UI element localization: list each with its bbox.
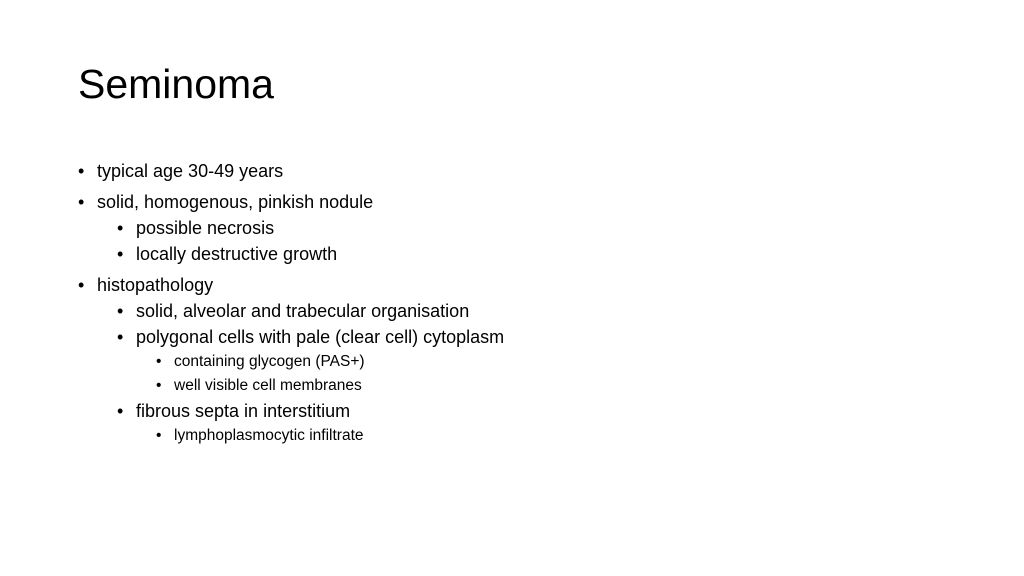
bullet-dot: • xyxy=(156,377,162,394)
bullet-text: fibrous septa in interstitium xyxy=(136,401,351,421)
bullet-item-necrosis xyxy=(117,215,978,241)
bullet-text: lymphoplasmocytic infiltrate xyxy=(174,427,364,444)
bullet-dot: • xyxy=(117,218,124,238)
bullet-text: solid, homogenous, pinkish nodule xyxy=(97,192,374,212)
bullet-text: solid, alveolar and trabecular organisation xyxy=(136,301,470,321)
bullet-list xyxy=(78,158,978,448)
bullet-text: possible necrosis xyxy=(136,218,275,238)
bullet-item-glycogen xyxy=(156,350,978,374)
bullet-item-age xyxy=(78,158,978,184)
bullet-dot: • xyxy=(78,192,85,212)
bullet-dot: • xyxy=(78,161,85,181)
bullet-dot: • xyxy=(156,353,162,370)
bullet-dot: • xyxy=(117,301,124,321)
bullet-text: typical age 30-49 years xyxy=(97,161,284,181)
bullet-item-membranes xyxy=(156,374,978,398)
bullet-text: polygonal cells with pale (clear cell) cytoplasm xyxy=(136,327,505,347)
slide-title: Seminoma xyxy=(78,61,274,107)
bullet-text: well visible cell membranes xyxy=(174,377,362,394)
bullet-text: containing glycogen (PAS+) xyxy=(174,353,365,370)
bullet-dot: • xyxy=(117,401,124,421)
bullet-item-nodule xyxy=(78,189,978,215)
bullet-item-histopathology xyxy=(78,272,978,298)
bullet-item-polygonal-cells xyxy=(117,324,978,350)
bullet-dot: • xyxy=(117,327,124,347)
bullet-dot: • xyxy=(117,244,124,264)
bullet-text: locally destructive growth xyxy=(136,244,338,264)
bullet-item-fibrous-septa xyxy=(117,398,978,424)
bullet-dot: • xyxy=(78,275,85,295)
bullet-item-organisation xyxy=(117,298,978,324)
bullet-item-infiltrate xyxy=(156,424,978,448)
bullet-dot: • xyxy=(156,427,162,444)
bullet-text: histopathology xyxy=(97,275,214,295)
bullet-item-growth xyxy=(117,241,978,267)
